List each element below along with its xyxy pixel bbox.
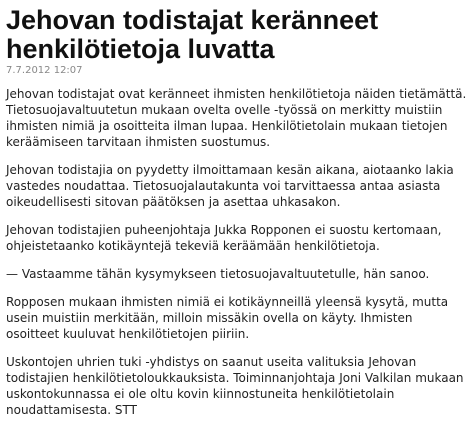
article-paragraph: Ropposen mukaan ihmisten nimiä ei kotikäynneillä yleensä kysytä, mutta usein muistiin merkitään, milloin missäkin ovella on käyty. Ihmisten osoitteet kuuluvat henkilötietojen piiriin. xyxy=(6,295,449,341)
article-quote-paragraph: — Vastaamme tähän kysymykseen tietosuojavaltuutetulle, hän sanoo. xyxy=(6,267,430,281)
article-paragraph: Uskontojen uhrien tuki -yhdistys on saanut useita valituksia Jehovan todistajien henkilötietoloukkauksista. Toiminnanjohtaja Joni Valkilan mukaan uskontokunnassa ei ole oltu kovin kiinnostuneita henkilötietolain noudattamisesta. STT xyxy=(6,355,464,417)
article-timestamp: 7.7.2012 12:07 xyxy=(6,65,83,76)
article-paragraph: Jehovan todistajien puheenjohtaja Jukka Ropponen ei suostu kertomaan, ohjeistetaanko kotikäyntejä tekeviä keräämään henkilötietoja. xyxy=(6,223,442,253)
article-paragraph: Jehovan todistajat ovat keränneet ihmisten henkilötietoja näiden tietämättä. Tietosuojavaltuutetun mukaan ovelta ovelle -työssä on merkitty muistiin ihmisten nimiä ja osoitteita ilman lupaa. Henkilötietolain mukaan tietojen keräämiseen tarvitaan ihmisten suostumus. xyxy=(6,87,467,149)
article-paragraph: Jehovan todistajia on pyydetty ilmoittamaan kesän aikana, aiotaanko lakia vastedes noudattaa. Tietosuojalautakunta voi tarvittaessa antaa asiasta oikeudellisesti sitovan päätöksen ja asettaa uhkasakon. xyxy=(6,163,454,209)
article-headline: Jehovan todistajat keränneet henkilötietoja luvatta xyxy=(6,5,379,64)
